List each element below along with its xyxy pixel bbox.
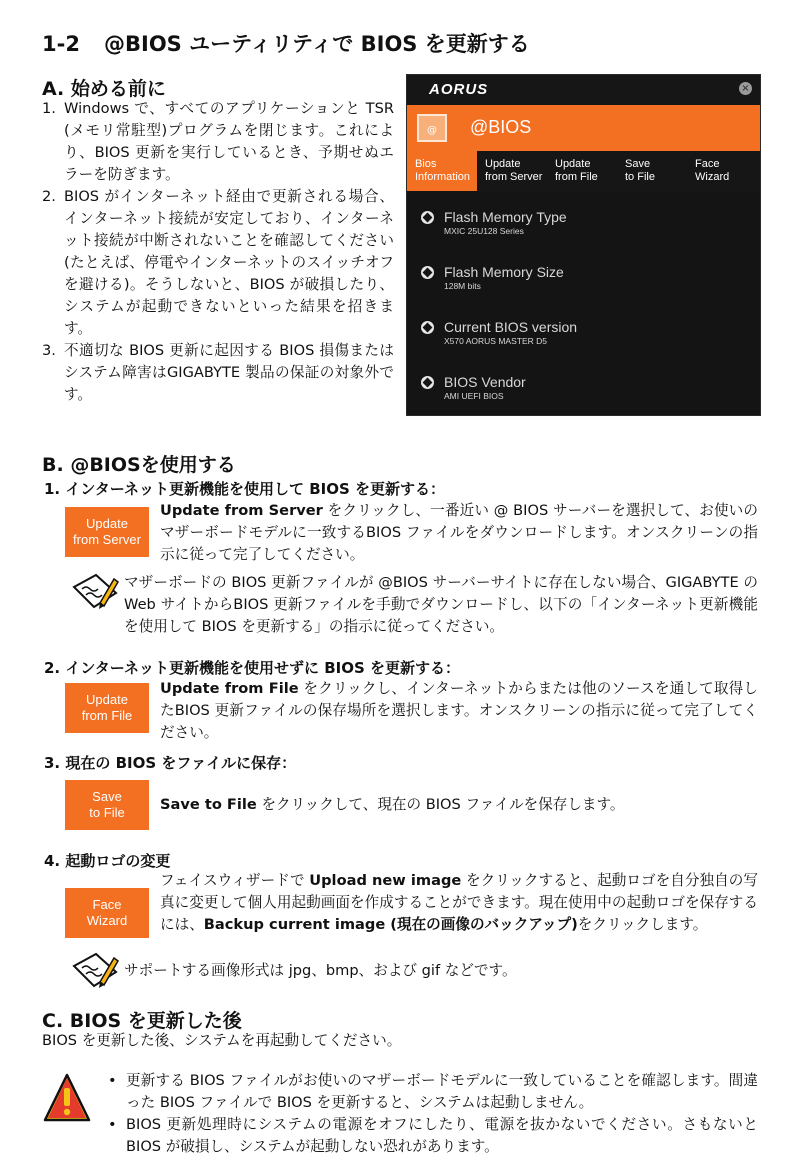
warning-list	[104, 1070, 758, 1158]
face-wizard-button[interactable]: Face Wizard	[65, 888, 149, 938]
app-title: @BIOS	[470, 117, 532, 137]
info-bios-vendor: BIOS Vendor AMI UEFI BIOS	[421, 374, 751, 401]
section-c-heading: C. BIOS を更新した後	[42, 1010, 242, 1032]
section-title: @BIOS ユーティリティで BIOS を更新する	[104, 32, 530, 56]
app-header	[407, 105, 760, 151]
step3-heading: 3. 現在の BIOS をファイルに保存：	[44, 754, 297, 772]
list-item: • 更新する BIOS ファイルがお使いのマザーボードモデルに一致していることを確認します。間違った BIOS ファイルで BIOS を更新すると、システムは起動しません。	[104, 1070, 758, 1114]
step1-heading: 1. インターネット更新機能を使用して BIOS を更新する：	[44, 480, 446, 498]
section-a-heading: A. 始める前に	[42, 78, 166, 100]
bios-info-icon	[421, 321, 434, 334]
tab-bios-information[interactable]: Bios Information	[407, 151, 477, 191]
close-icon[interactable]: ×	[739, 82, 752, 95]
note-icon	[70, 573, 120, 613]
tab-face-wizard[interactable]: Face Wizard	[695, 158, 730, 183]
list-item: 2. BIOS がインターネット経由で更新される場合、インターネット接続が安定しており、インターネット接続が中断されないことを確認してください (たとえば、停電やインターネットのスイッチオフを避ける)。そうしないと、BIOS が破損したり、システムが起動できないといった結果を招きます。	[42, 188, 394, 337]
tab-update-from-file[interactable]: Update from File	[555, 158, 598, 183]
note-icon	[70, 952, 120, 992]
bios-info-icon	[421, 211, 434, 224]
step1-note: マザーボードの BIOS 更新ファイルが @BIOS サーバーサイトに存在しない場合、GIGABYTE の Web サイトからBIOS 更新ファイルを手動でダウンロードし、以下の「インターネット更新機能を使用して BIOS を更新する」の指示に従ってください。	[124, 574, 758, 635]
step2-heading: 2. インターネット更新機能を使用せずに BIOS を更新する：	[44, 659, 461, 677]
step3-text: Save to File をクリックして、現在の BIOS ファイルを保存します。	[160, 796, 625, 813]
step4-text: フェイスウィザードで Upload new image をクリックすると、起動ロゴを自分独自の写真に変更して個人用起動画面を作成することができます。現在使用中の起動ロゴを保存するには、Backup current image (現在の画像のバックアップ)をクリックします。	[160, 872, 759, 933]
list-item: 1. Windows で、すべてのアプリケーションと TSR (メモリ常駐型)プログラムを閉じます。これにより、BIOS 更新を実行しているとき、予期せぬエラーを防ぎます。	[42, 100, 394, 183]
page-title	[42, 28, 530, 58]
update-from-server-button[interactable]: Update from Server	[65, 507, 149, 557]
tab-bar	[407, 151, 760, 191]
step2-text: Update from File をクリックし、インターネットからまたは他のソースを通して取得したBIOS 更新ファイルの保存場所を選択します。オンスクリーンの指示に従って完了してください。	[160, 680, 758, 741]
tab-save-to-file[interactable]: Save to File	[625, 158, 655, 183]
list-item: • BIOS 更新処理時にシステムの電源をオフにしたり、電源を抜かないでください。さもないと BIOS が破損し、システムが起動しない恐れがあります。	[104, 1114, 758, 1158]
info-flash-memory-type: Flash Memory Type MXIC 25U128 Series	[421, 209, 751, 236]
section-b-heading: B. @BIOSを使用する	[42, 454, 236, 476]
title-bar	[407, 75, 760, 105]
section-c-text: BIOS を更新した後、システムを再起動してください。	[42, 1032, 402, 1049]
update-from-file-button[interactable]: Update from File	[65, 683, 149, 733]
info-current-bios-version: Current BIOS version X570 AORUS MASTER D5	[421, 319, 751, 346]
prerequisites-list	[42, 98, 394, 406]
warning-icon	[43, 1072, 91, 1124]
step1-text: Update from Server をクリックし、一番近い @ BIOS サーバーを選択して、お使いのマザーボードモデルに一致するBIOS ファイルをダウンロードします。オンスクリーンの指示に従って完了してください。	[160, 502, 758, 563]
bios-info-icon	[421, 266, 434, 279]
bios-app-window	[406, 74, 761, 416]
section-number: 1-2	[42, 32, 80, 56]
info-flash-memory-size: Flash Memory Size 128M bits	[421, 264, 751, 291]
list-item: 3. 不適切な BIOS 更新に起因する BIOS 損傷またはシステム障害はGIGABYTE 製品の保証の対象外です。	[42, 342, 394, 403]
tab-update-from-server[interactable]: Update from Server	[485, 158, 543, 183]
step4-heading: 4. 起動ロゴの変更	[44, 852, 171, 870]
bios-chip-icon: @	[417, 114, 447, 142]
aorus-logo: AORUS	[429, 81, 489, 98]
bios-info-icon	[421, 376, 434, 389]
step4-note: サポートする画像形式は jpg、bmp、および gif などです。	[124, 962, 517, 979]
save-to-file-button[interactable]: Save to File	[65, 780, 149, 830]
